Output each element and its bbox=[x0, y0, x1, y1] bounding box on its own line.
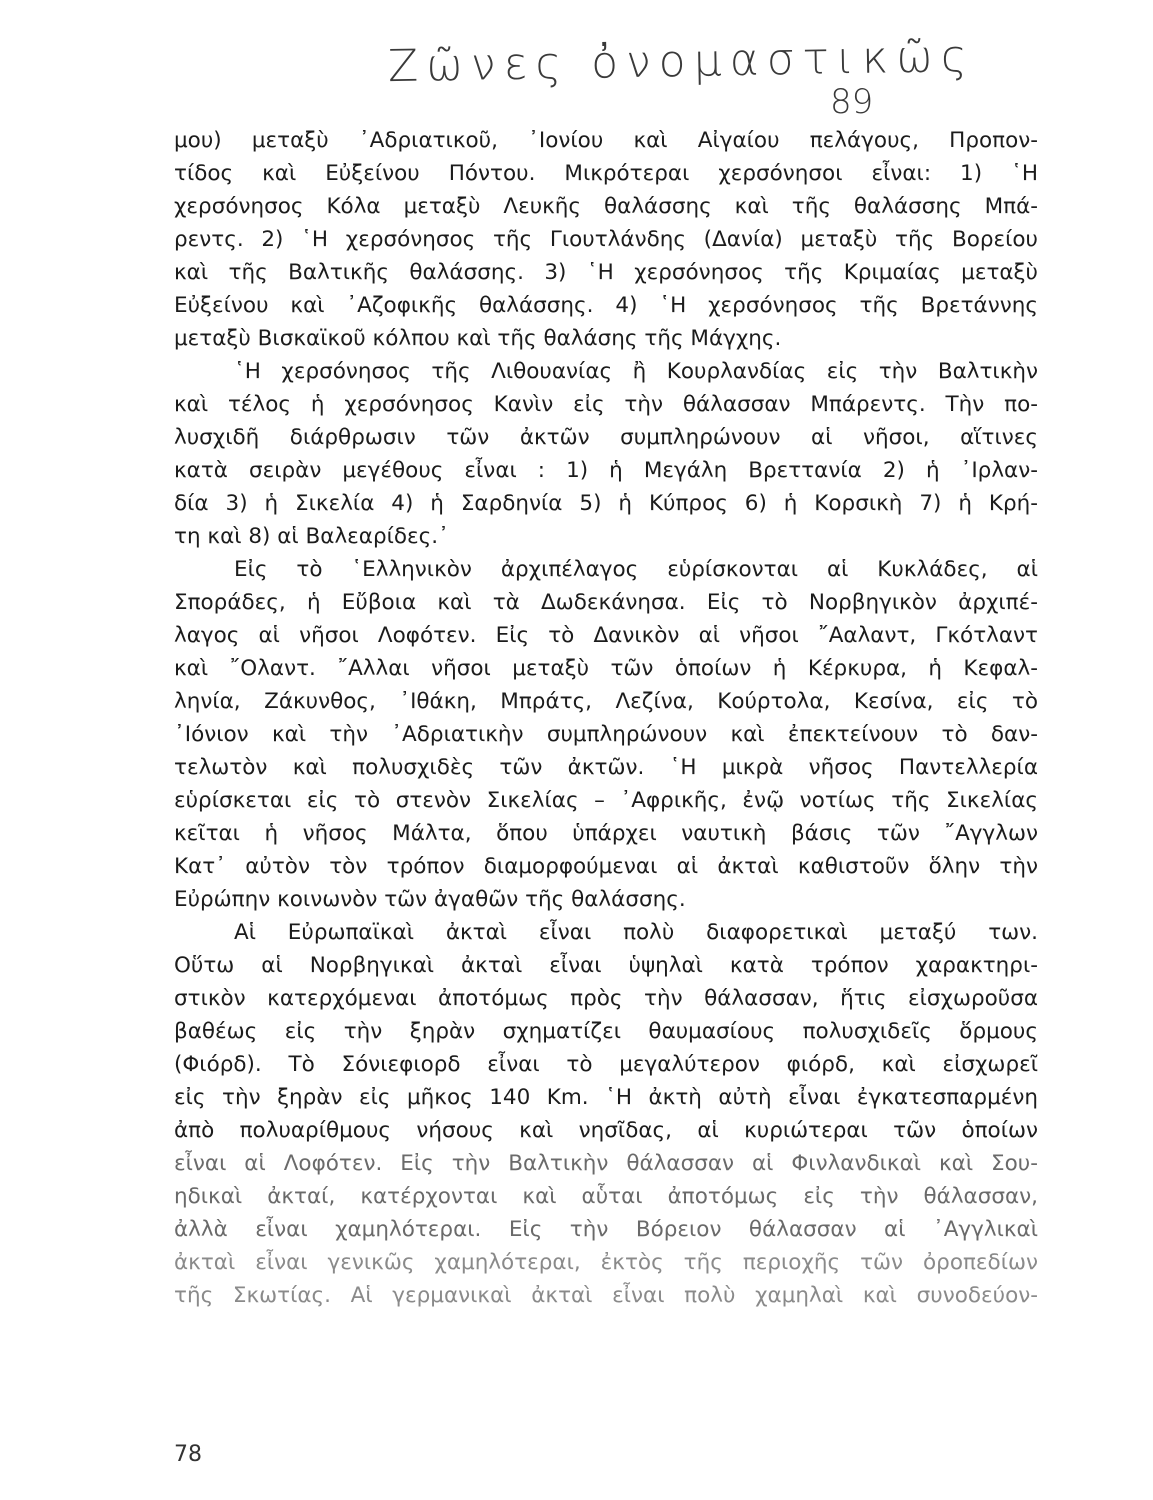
text-line: καὶ ῎Ολαντ. ῎Αλλαι νῆσοι μεταξὺ τῶν ὁποίων ἡ Κέρκυρα, ἡ Κεφαλ- bbox=[174, 656, 1038, 681]
text-line: Αἱ Εὐρωπαϊκαὶ ἀκταὶ εἶναι πολὺ διαφορετικαὶ μεταξύ των. bbox=[234, 920, 1038, 945]
text-line: τελωτὸν καὶ πολυσχιδὲς τῶν ἀκτῶν. ῾Η μικρὰ νῆσος Παντελλερία bbox=[174, 755, 1038, 780]
text-line: Σποράδες, ἡ Εὔβοια καὶ τὰ Δωδεκάνησα. Εἰς τὸ Νορβηγικὸν ἀρχιπέ- bbox=[174, 590, 1038, 615]
text-line: χερσόνησος Κόλα μεταξὺ Λευκῆς θαλάσσης καὶ τῆς θαλάσσης Μπά- bbox=[174, 194, 1038, 219]
text-line: ἀπὸ πολυαρίθμους νήσους καὶ νησῖδας, αἱ κυριώτεραι τῶν ὁποίων bbox=[174, 1118, 1038, 1143]
text-line: καὶ τῆς Βαλτικῆς θαλάσσης. 3) ῾Η χερσόνησος τῆς Κριμαίας μεταξὺ bbox=[174, 260, 1038, 285]
text-line: ρεντς. 2) ῾Η χερσόνησος τῆς Γιουτλάνδης (Δανία) μεταξὺ τῆς Βορείου bbox=[174, 227, 1038, 252]
text-line: Εὐρώπην κοινωνὸν τῶν ἀγαθῶν τῆς θαλάσσης. bbox=[174, 887, 686, 912]
body-text bbox=[174, 124, 1038, 1312]
text-line: Οὕτω αἱ Νορβηγικαὶ ἀκταὶ εἶναι ὑψηλαὶ κατὰ τρόπον χαρακτηρι- bbox=[174, 953, 1038, 978]
text-line: λαγος αἱ νῆσοι Λοφότεν. Εἰς τὸ Δανικὸν αἱ νῆσοι ῎Ααλαντ, Γκότλαντ bbox=[174, 623, 1038, 648]
text-line: ῾Η χερσόνησος τῆς Λιθουανίας ἢ Κουρλανδίας εἰς τὴν Βαλτικὴν bbox=[234, 359, 1038, 384]
handwritten-note: Ζῶνες ὀνομαστικῶς bbox=[387, 30, 976, 93]
text-line: (Φιόρδ). Τὸ Σόνιεφιορδ εἶναι τὸ μεγαλύτερον φιόρδ, καὶ εἰσχωρεῖ bbox=[174, 1052, 1038, 1077]
text-line: εὑρίσκεται εἰς τὸ στενὸν Σικελίας – ᾿Αφρικῆς, ἐνῷ νοτίως τῆς Σικελίας bbox=[174, 788, 1038, 813]
text-line: τη καὶ 8) αἱ Βαλεαρίδες.᾿ bbox=[174, 524, 449, 549]
text-line: ἀλλὰ εἶναι χαμηλότεραι. Εἰς τὴν Βόρειον θάλασσαν αἱ ᾿Αγγλικαὶ bbox=[174, 1217, 1038, 1242]
text-line: Εὐξείνου καὶ ᾿Αζοφικῆς θαλάσσης. 4) ῾Η χερσόνησος τῆς Βρετάννης bbox=[174, 293, 1038, 318]
text-line: εἶναι αἱ Λοφότεν. Εἰς τὴν Βαλτικὴν θάλασσαν αἱ Φινλανδικαὶ καὶ Σου- bbox=[174, 1151, 1038, 1176]
text-line: ληνία, Ζάκυνθος, ᾿Ιθάκη, Μπράτς, Λεζίνα, Κούρτολα, Κεσίνα, εἰς τὸ bbox=[174, 689, 1038, 714]
text-line: κατὰ σειρὰν μεγέθους εἶναι : 1) ἡ Μεγάλη Βρεττανία 2) ἡ ᾿Ιρλαν- bbox=[174, 458, 1038, 483]
text-line: λυσχιδῆ διάρθρωσιν τῶν ἀκτῶν συμπληρώνουν αἱ νῆσοι, αἵτινες bbox=[174, 425, 1038, 450]
page-number: 78 bbox=[174, 1442, 202, 1467]
text-line: ἀκταὶ εἶναι γενικῶς χαμηλότεραι, ἐκτὸς τῆς περιοχῆς τῶν ὀροπεδίων bbox=[174, 1250, 1038, 1275]
text-line: μου) μεταξὺ ᾿Αδριατικοῦ, ᾿Ιονίου καὶ Αἰγαίου πελάγους, Προπον- bbox=[174, 128, 1038, 153]
text-line: Εἰς τὸ ῾Ελληνικὸν ἀρχιπέλαγος εὑρίσκονται αἱ Κυκλάδες, αἱ bbox=[234, 557, 1038, 582]
handwritten-number: 89 bbox=[830, 82, 874, 122]
text-line: Κατ᾿ αὐτὸν τὸν τρόπον διαμορφούμεναι αἱ ἀκταὶ καθιστοῦν ὅλην τὴν bbox=[174, 854, 1038, 879]
text-line: βαθέως εἰς τὴν ξηρὰν σχηματίζει θαυμασίους πολυσχιδεῖς ὅρμους bbox=[174, 1019, 1038, 1044]
text-line: κεῖται ἡ νῆσος Μάλτα, ὅπου ὑπάρχει ναυτικὴ βάσις τῶν ῎Αγγλων bbox=[174, 821, 1038, 846]
text-line: ηδικαὶ ἀκταί, κατέρχονται καὶ αὗται ἀποτόμως εἰς τὴν θάλασσαν, bbox=[174, 1184, 1038, 1209]
text-line: εἰς τὴν ξηρὰν εἰς μῆκος 140 Km. ῾Η ἀκτὴ αὐτὴ εἶναι ἐγκατεσπαρμένη bbox=[174, 1085, 1038, 1110]
text-line: ᾿Ιόνιον καὶ τὴν ᾿Αδριατικὴν συμπληρώνουν καὶ ἐπεκτείνουν τὸ δαν- bbox=[174, 722, 1038, 747]
text-line: δία 3) ἡ Σικελία 4) ἡ Σαρδηνία 5) ἡ Κύπρος 6) ἡ Κορσικὴ 7) ἡ Κρή- bbox=[174, 491, 1038, 516]
text-line: τίδος καὶ Εὐξείνου Πόντου. Μικρότεραι χερσόνησοι εἶναι: 1) ῾Η bbox=[174, 161, 1038, 186]
text-line: καὶ τέλος ἡ χερσόνησος Κανὶν εἰς τὴν θάλασσαν Μπάρεντς. Τὴν πο- bbox=[174, 392, 1038, 417]
text-line: μεταξὺ Βισκαϊκοῦ κόλπου καὶ τῆς θαλάσης τῆς Μάγχης. bbox=[174, 326, 782, 351]
text-line: τῆς Σκωτίας. Αἱ γερμανικαὶ ἀκταὶ εἶναι πολὺ χαμηλαὶ καὶ συνοδεύον- bbox=[174, 1283, 1038, 1308]
text-line: στικὸν κατερχόμεναι ἀποτόμως πρὸς τὴν θάλασσαν, ἥτις εἰσχωροῦσα bbox=[174, 986, 1038, 1011]
